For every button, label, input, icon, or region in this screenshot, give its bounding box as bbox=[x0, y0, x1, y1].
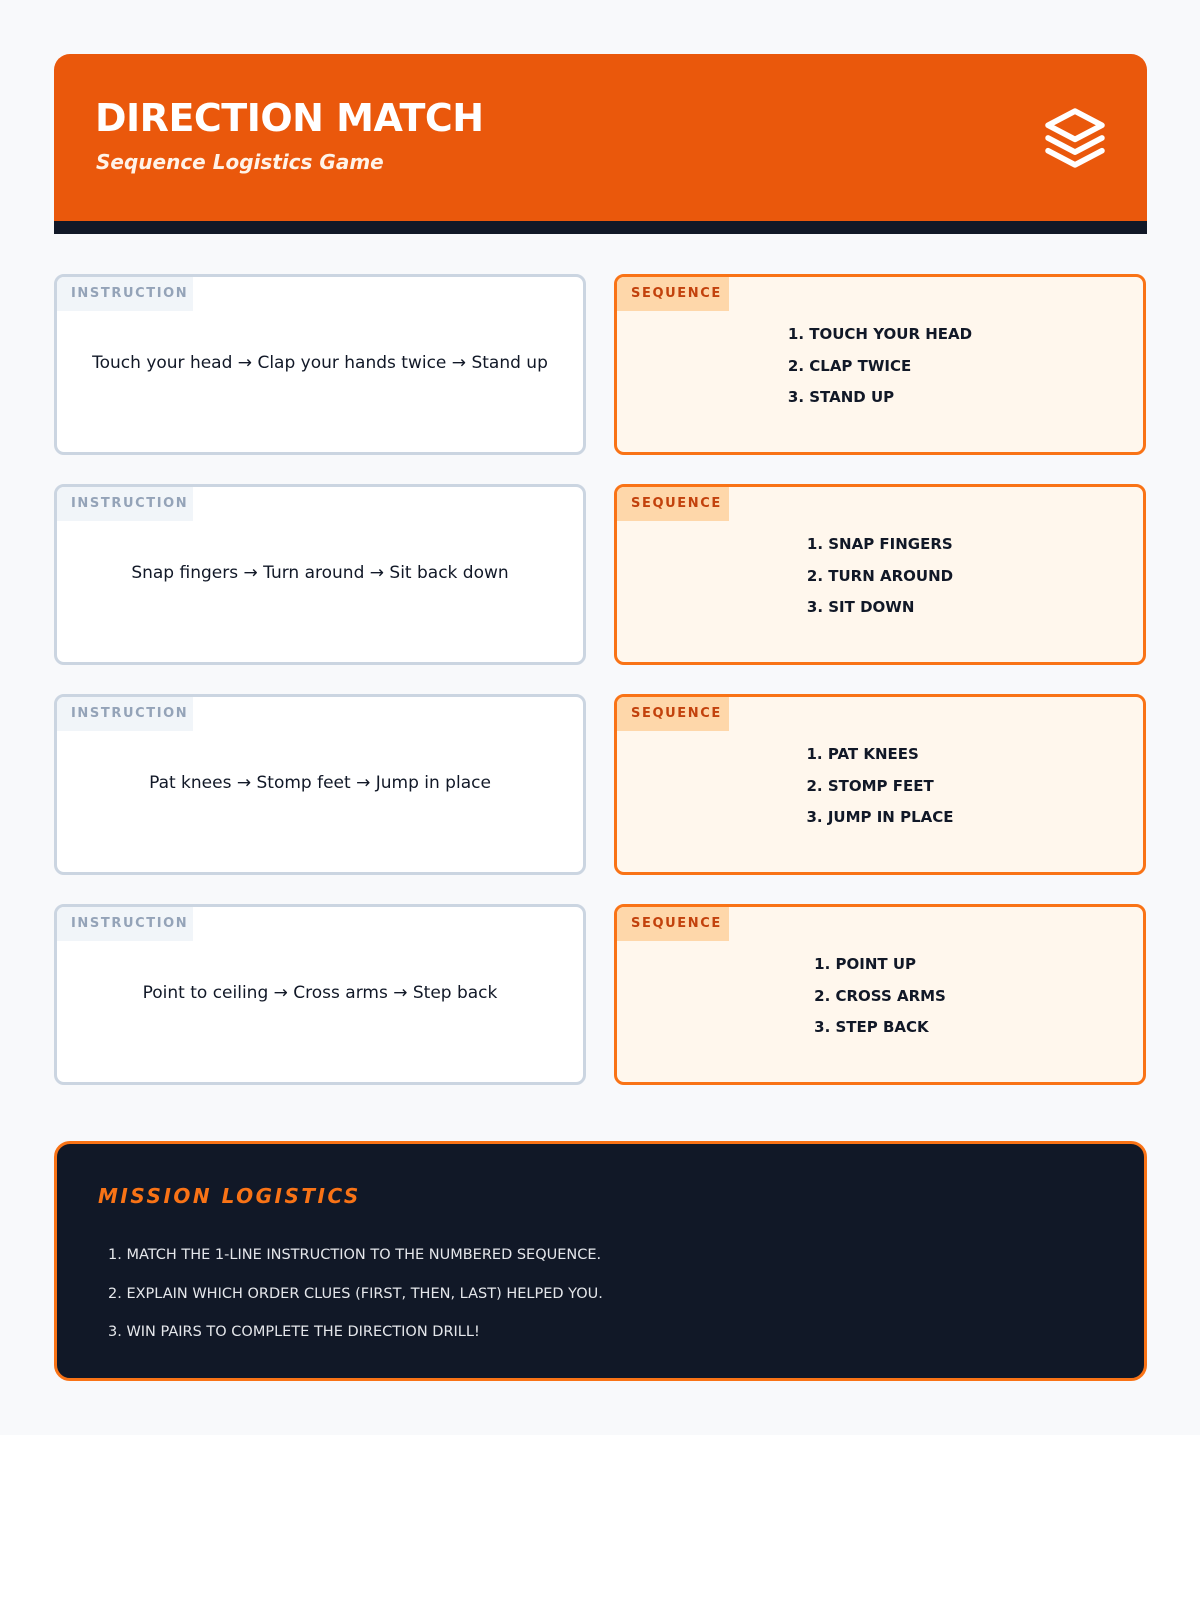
sequence-tag: SEQUENCE bbox=[617, 697, 729, 731]
sequence-step: 1. TOUCH YOUR HEAD bbox=[787, 325, 973, 343]
sequence-step: 2. TURN AROUND bbox=[806, 566, 954, 585]
page-subtitle: Sequence Logistics Game bbox=[96, 150, 384, 174]
sequence-card[interactable] bbox=[614, 904, 1146, 1085]
sequence-step: 2. CROSS ARMS bbox=[814, 986, 946, 1005]
header-underline bbox=[54, 221, 1147, 234]
sequence-step: 2. STOMP FEET bbox=[806, 776, 934, 795]
header-banner bbox=[54, 54, 1147, 234]
sequence-step: 3. SIT DOWN bbox=[806, 598, 915, 616]
sequence-tag: SEQUENCE bbox=[617, 487, 729, 521]
sequence-step: 3. STAND UP bbox=[787, 388, 895, 406]
sequence-list bbox=[617, 739, 1143, 834]
sequence-card[interactable] bbox=[614, 484, 1146, 665]
sequence-tag: SEQUENCE bbox=[617, 277, 729, 311]
sequence-step: 1. POINT UP bbox=[814, 955, 917, 973]
instruction-text: Point to ceiling → Cross arms → Step back bbox=[142, 983, 498, 1003]
instruction-card[interactable] bbox=[54, 904, 586, 1085]
sequence-step: 2. CLAP TWICE bbox=[787, 356, 912, 375]
instruction-tag: INSTRUCTION bbox=[57, 907, 193, 941]
instruction-card[interactable] bbox=[54, 274, 586, 455]
mission-title: MISSION LOGISTICS bbox=[98, 1184, 361, 1208]
sequence-step: 3. STEP BACK bbox=[814, 1018, 929, 1036]
instruction-tag: INSTRUCTION bbox=[57, 487, 193, 521]
sequence-step: 3. JUMP IN PLACE bbox=[806, 808, 954, 826]
mission-item: 1. MATCH THE 1-LINE INSTRUCTION TO THE NUMBERED SEQUENCE. bbox=[108, 1247, 602, 1263]
layers-icon bbox=[1041, 104, 1109, 172]
sequence-step: 1. PAT KNEES bbox=[806, 745, 919, 763]
sequence-step: 1. SNAP FINGERS bbox=[806, 535, 953, 553]
mission-item: 2. EXPLAIN WHICH ORDER CLUES (FIRST, THEN, LAST) HELPED YOU. bbox=[108, 1285, 603, 1302]
sequence-tag: SEQUENCE bbox=[617, 907, 729, 941]
sequence-card[interactable] bbox=[614, 694, 1146, 875]
instruction-text: Pat knees → Stomp feet → Jump in place bbox=[149, 773, 491, 793]
instruction-card[interactable] bbox=[54, 694, 586, 875]
page-title: DIRECTION MATCH bbox=[95, 96, 484, 140]
instruction-tag: INSTRUCTION bbox=[57, 277, 193, 311]
mission-panel bbox=[54, 1141, 1147, 1381]
instruction-tag: INSTRUCTION bbox=[57, 697, 193, 731]
instruction-text: Touch your head → Clap your hands twice → Stand up bbox=[92, 353, 548, 373]
sequence-list bbox=[617, 319, 1143, 414]
sequence-card[interactable] bbox=[614, 274, 1146, 455]
mission-list bbox=[108, 1236, 603, 1352]
sequence-list bbox=[617, 949, 1143, 1044]
instruction-card[interactable] bbox=[54, 484, 586, 665]
mission-item: 3. WIN PAIRS TO COMPLETE THE DIRECTION DRILL! bbox=[108, 1324, 480, 1340]
sequence-list bbox=[617, 529, 1143, 624]
instruction-text: Snap fingers → Turn around → Sit back down bbox=[131, 563, 509, 583]
